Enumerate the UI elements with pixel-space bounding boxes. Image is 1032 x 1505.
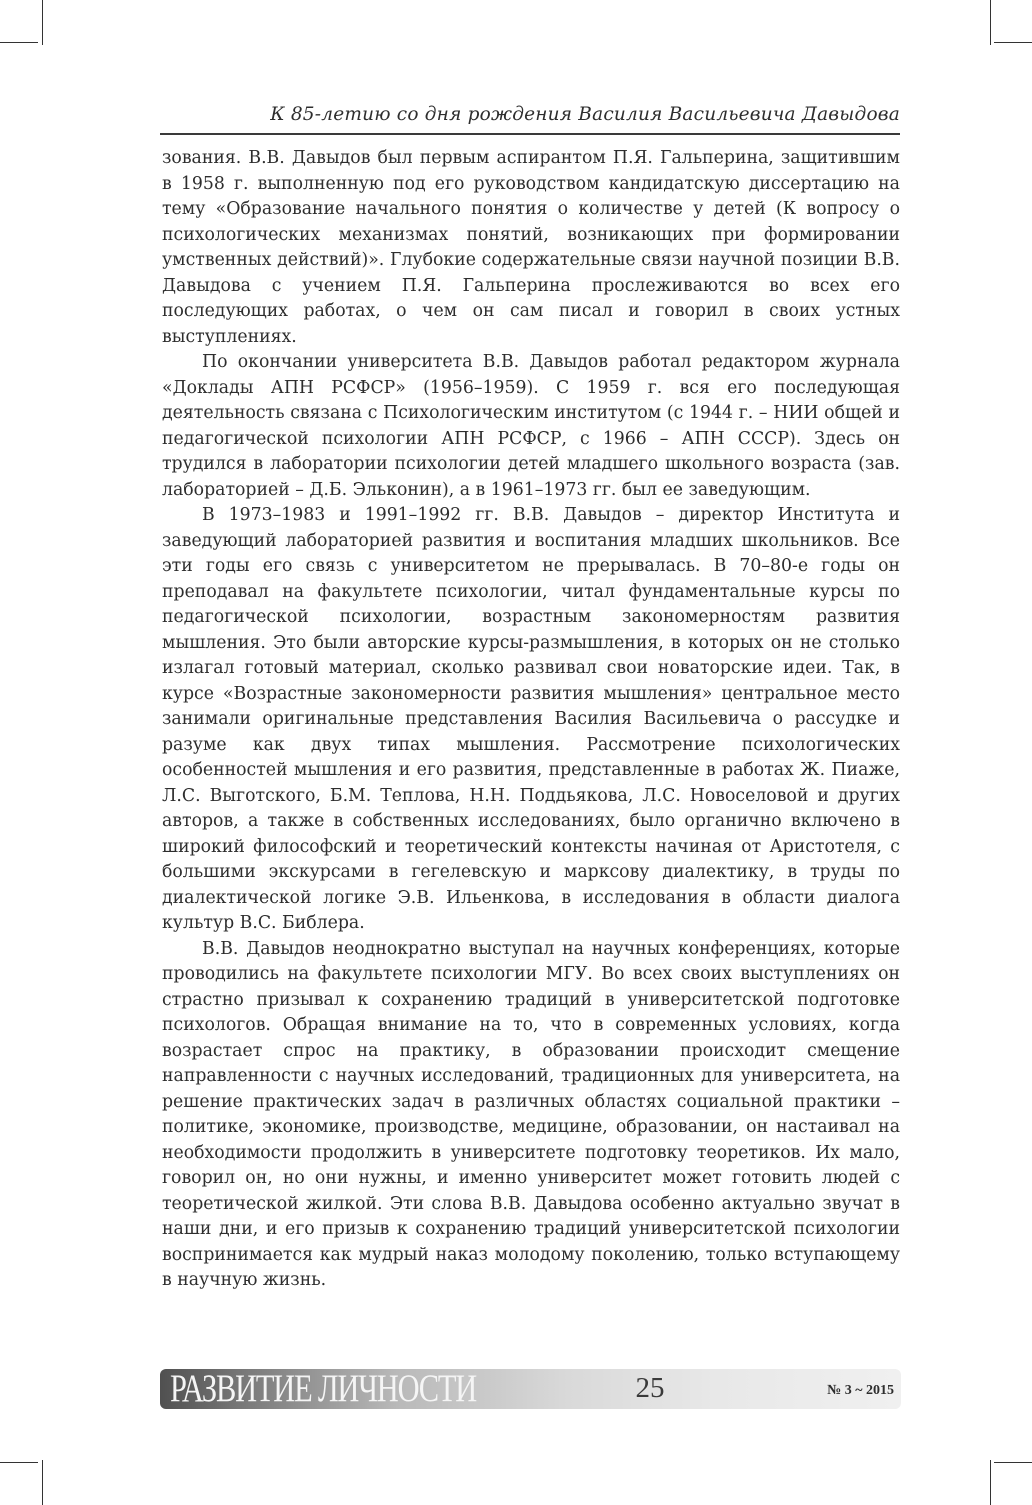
- article-body: [162, 146, 900, 1294]
- running-head: К 85-летию со дня рождения Василия Васильевича Давыдова: [270, 104, 900, 125]
- crop-mark: [42, 0, 43, 45]
- paragraph: По окончании университета В.В. Давыдов работал редактором журнала «Доклады АПН РСФСР» (1956–1959). С 1959 г. вся его последующая деятельность связана с Психологическим институтом (с 1944 г. – НИИ общей и педагогической психологии АПН РСФСР, с 1966 – АПН СССР). Здесь он трудился в лаборатории психологии детей младшего школьного возраста (зав. лабораторией – Д.Б. Эльконин), а в 1961–1973 гг. был ее заведующим.: [162, 352, 900, 500]
- crop-mark: [994, 1462, 1032, 1463]
- crop-mark: [990, 0, 991, 45]
- page-number: 25: [635, 1372, 665, 1404]
- paragraph: зования. В.В. Давыдов был первым аспирантом П.Я. Гальперина, защитившим в 1958 г. выполненную под его руководством кандидатскую диссертацию на тему «Образование начального понятия о количестве у детей (К вопросу о психологических механизмах понятий, возникающих при формировании умственных действий)». Глубокие содержательные связи научной позиции В.В. Давыдова с учением П.Я. Гальперина прослеживаются во всех его последующих работах, о чем он сам писал и говорил в своих устных выступлениях.: [162, 148, 900, 347]
- paragraph: В.В. Давыдов неоднократно выступал на научных конференциях, которые проводились на факультете психологии МГУ. Во всех своих выступлениях он страстно призывал к сохранению традиций в университетской подготовке психологов. Обращая внимание на то, что в современных условиях, когда возрастает спрос на практику, в образовании происходит смещение направленности с научных исследований, традиционных для университета, на решение практических задач в различных областях социальной практики – политике, экономике, производстве, медицине, образовании, он настаивал на необходимости продолжить в университете подготовку теоретиков. Их мало, говорил он, но они нужны, и именно университет может готовить людей с теоретической жилкой. Эти слова В.В. Давыдова особенно актуально звучат в наши дни, и его призыв к сохранению традиций университетской психологии воспринимается как мудрый наказ молодому поколению, только вступающему в научную жизнь.: [162, 938, 900, 1290]
- crop-mark: [0, 42, 38, 43]
- paragraph: В 1973–1983 и 1991–1992 гг. В.В. Давыдов – директор Института и заведующий лабораторией развития и воспитания младших школьников. Все эти годы его связь с университетом не прерывалась. В 70–80-е годы он преподавал на факультете психологии, читал фундаментальные курсы по педагогической психологии, возрастным закономерностям развития мышления. Это были авторские курсы-размышления, в которых он не столько излагал готовый материал, сколько развивал свои новаторские идеи. Так, в курсе «Возрастные закономерности развития мышления» центральное место занимали оригинальные представления Василия Васильевича о рассудке и разуме как двух типах мышления. Рассмотрение психологических особенностей мышления и его развития, представленные в работах Ж. Пиаже, Л.С. Выготского, Б.М. Теплова, Н.Н. Поддьякова, Л.С. Новоселовой и других авторов, а также в собственных исследованиях, было органично включено в широкий философский и теоретический контексты начиная от Аристотеля, с большими экскурсами в гегелевскую и марксову диалектику, в труды по диалектической логике Э.В. Ильенкова, в исследования в области диалога культур В.С. Библера.: [162, 505, 900, 933]
- issue-number: № 3 ~ 2015: [827, 1383, 894, 1398]
- crop-mark: [42, 1460, 43, 1505]
- crop-mark: [994, 42, 1032, 43]
- crop-mark: [0, 1462, 38, 1463]
- header-rule: [160, 133, 900, 135]
- crop-mark: [990, 1460, 991, 1505]
- journal-title: РАЗВИТИЕ ЛИЧНОСТИ: [170, 1367, 477, 1410]
